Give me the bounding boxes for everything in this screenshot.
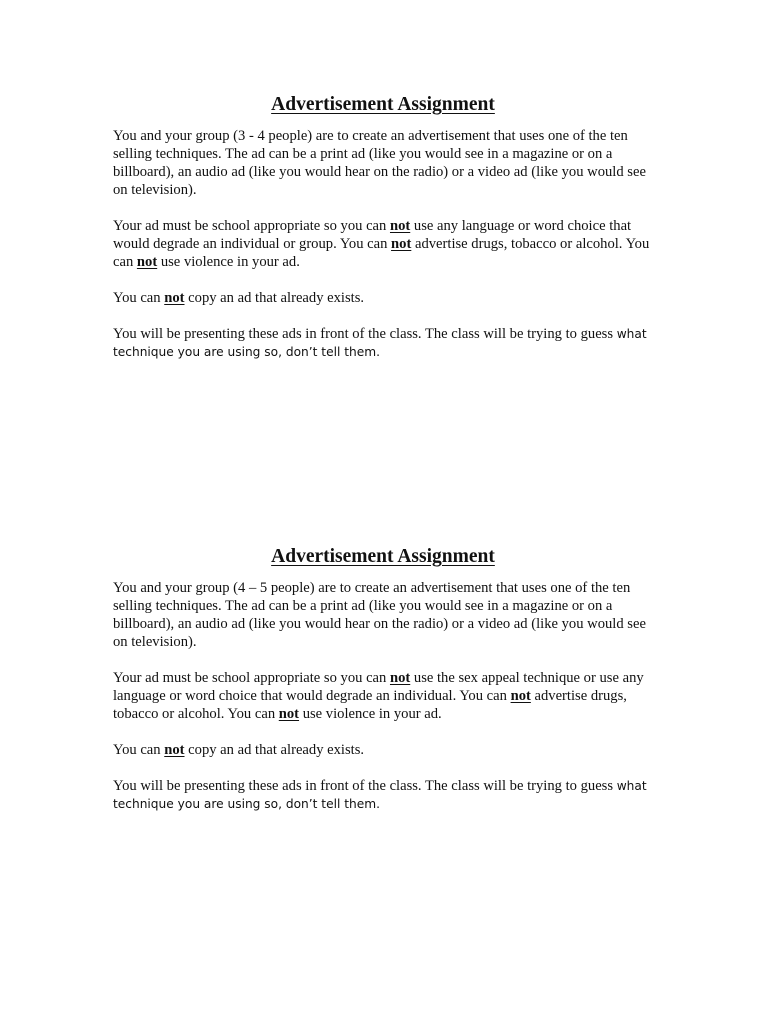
emphasis-not: not — [164, 742, 185, 758]
text-run: use the sex appeal technique or use any language or word choice that would degrade an individual. You can — [113, 670, 644, 704]
emphasis-not: not — [391, 236, 412, 252]
emphasis-not: not — [389, 218, 411, 234]
emphasis-not: not — [164, 290, 185, 306]
text-run: Your ad must be school appropriate so you can — [113, 218, 390, 234]
text-run: copy an ad that already exists. — [184, 742, 365, 758]
text-run-alt-font: what technique you are using so, don’t tell them. — [113, 327, 647, 359]
group-instructions-paragraph: You and your group (4 – 5 people) are to create an advertisement that uses one of the ten selling techniques. The ad can be a print ad (like you would see in a magazine or on a billboard), an audio ad (like you would hear on the radio) or a video ad (like you would see on television). — [113, 580, 646, 650]
assignment-section-2 — [113, 544, 653, 831]
emphasis-not: not — [278, 706, 300, 722]
text-run: You will be presenting these ads in front of the class. The class will be trying to guess — [113, 778, 617, 794]
emphasis-not: not — [389, 670, 411, 686]
text-run: use violence in your ad. — [299, 706, 442, 722]
copy-rule-paragraph — [113, 289, 653, 307]
text-run: use any language or word choice that would degrade an individual or group. You can — [113, 218, 632, 252]
presentation-paragraph — [113, 325, 653, 361]
text-run: copy an ad that already exists. — [184, 290, 365, 306]
assignment-title: Advertisement Assignment — [271, 546, 495, 567]
text-run-alt-font: what technique you are using so, don’t tell them. — [113, 779, 647, 811]
text-run: use violence in your ad. — [157, 254, 300, 270]
text-run: You will be presenting these ads in front of the class. The class will be trying to guess — [113, 326, 617, 342]
assignment-title: Advertisement Assignment — [271, 94, 495, 115]
text-run: You can — [113, 742, 165, 758]
text-run: Your ad must be school appropriate so you can — [113, 670, 390, 686]
presentation-paragraph — [113, 777, 653, 813]
text-run: You can — [113, 290, 165, 306]
text-run: advertise drugs, tobacco or alcohol. You can — [113, 236, 650, 270]
assignment-section-1 — [113, 92, 653, 379]
text-run: advertise drugs, tobacco or alcohol. You can — [113, 688, 627, 722]
emphasis-not: not — [510, 688, 531, 704]
copy-rule-paragraph — [113, 741, 653, 759]
group-instructions-paragraph: You and your group (3 - 4 people) are to create an advertisement that uses one of the ten selling techniques. The ad can be a print ad (like you would see in a magazine or on a billboard), an audio ad (like you would hear on the radio) or a video ad (like you would see on television). — [113, 128, 646, 198]
appropriateness-paragraph — [113, 217, 653, 271]
appropriateness-paragraph — [113, 669, 653, 723]
emphasis-not: not — [136, 254, 158, 270]
